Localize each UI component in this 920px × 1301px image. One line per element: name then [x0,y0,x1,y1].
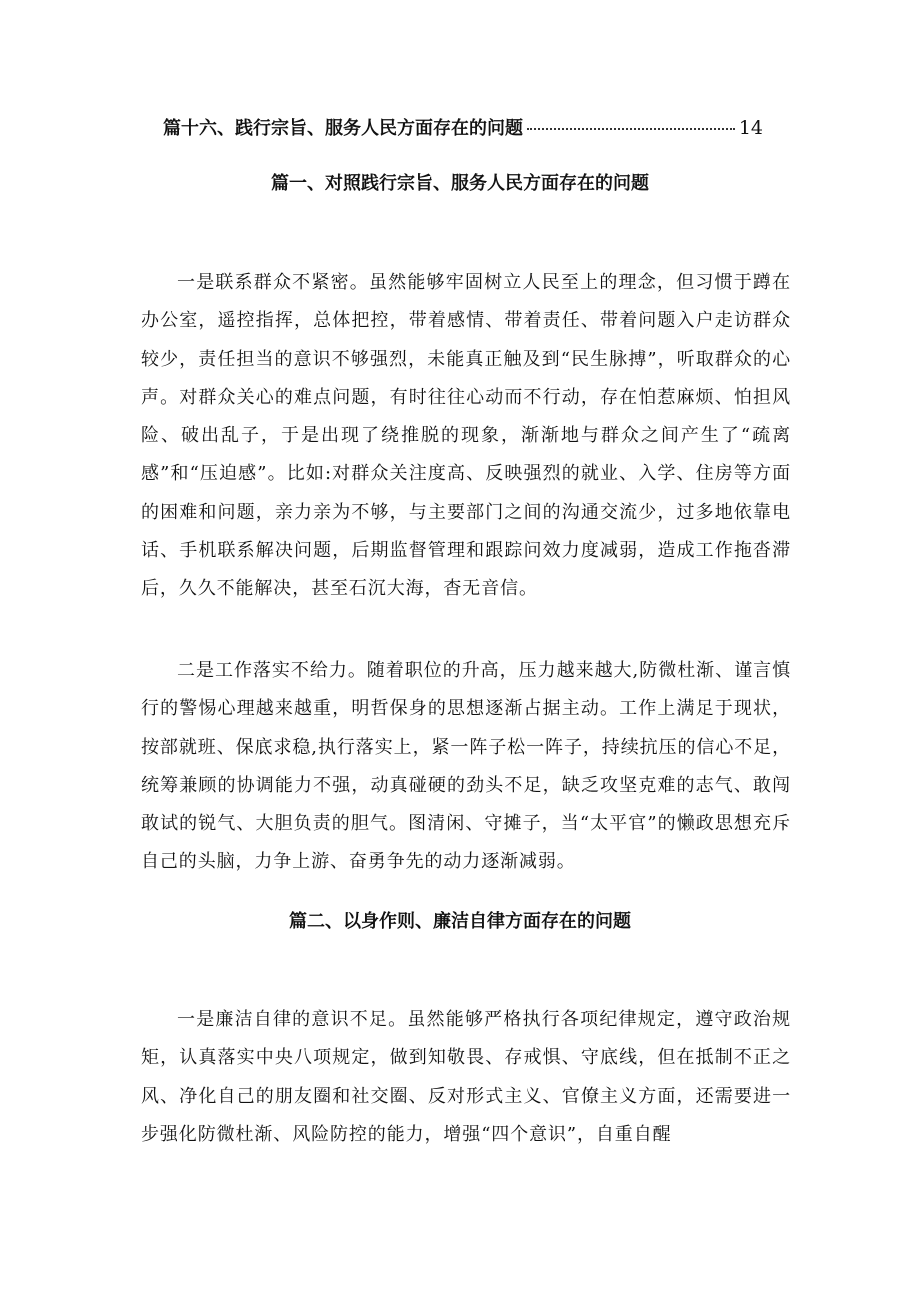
toc-page-number: 14 [738,117,763,139]
toc-entry-title: 篇十六、践行宗旨、服务人民方面存在的问题 [163,118,523,139]
toc-entry[interactable] [163,114,763,142]
toc-leader-dots [527,128,735,130]
paragraph-3: 一是廉洁自律的意识不足。虽然能够严格执行各项纪律规定，遵守政治规矩，认真落实中央八项规定，做到知敬畏、存戒惧、守底线，但在抵制不正之风、净化自己的朋友圈和社交圈、反对形式主义、官僚主义方面，还需要进一步强化防微杜渐、风险防控的能力，增强“四个意识”，自重自醒 [141,1009,791,1145]
section-heading-1: 篇一、对照践行宗旨、服务人民方面存在的问题 [271,173,649,194]
paragraph-1: 一是联系群众不紧密。虽然能够牢固树立人民至上的理念，但习惯于蹲在办公室，遥控指挥，总体把控，带着感情、带着责任、带着问题入户走访群众较少，责任担当的意识不够强烈，未能真正触及到“民生脉搏”，听取群众的心声。对群众关心的难点问题，有时往往心动而不行动，存在怕惹麻烦、怕担风险、破出乱子，于是出现了绕推脱的现象，渐渐地与群众之间产生了“疏离感”和“压迫感”。比如:对群众关注度高、反映强烈的就业、入学、住房等方面的困难和问题，亲力亲为不够，与主要部门之间的沟通交流少，过多地依靠电话、手机联系解决问题，后期监督管理和跟踪问效力度减弱，造成工作拖沓滞后，久久不能解决，甚至石沉大海，杳无音信。 [141,272,791,600]
paragraph-2: 二是工作落实不给力。随着职位的升高，压力越来越大,防微杜渐、谨言慎行的警惕心理越来越重，明哲保身的思想逐渐占据主动。工作上满足于现状，按部就班、保底求稳,执行落实上，紧一阵子松一阵子，持续抗压的信心不足，统筹兼顾的协调能力不强，动真碰硬的劲头不足，缺乏攻坚克难的志气、敢闯敢试的锐气、大胆负责的胆气。图清闲、守摊子，当“太平官”的懒政思想充斥自己的头脑，力争上游、奋勇争先的动力逐渐减弱。 [141,660,791,873]
section-heading-2: 篇二、以身作则、廉洁自律方面存在的问题 [289,911,631,932]
